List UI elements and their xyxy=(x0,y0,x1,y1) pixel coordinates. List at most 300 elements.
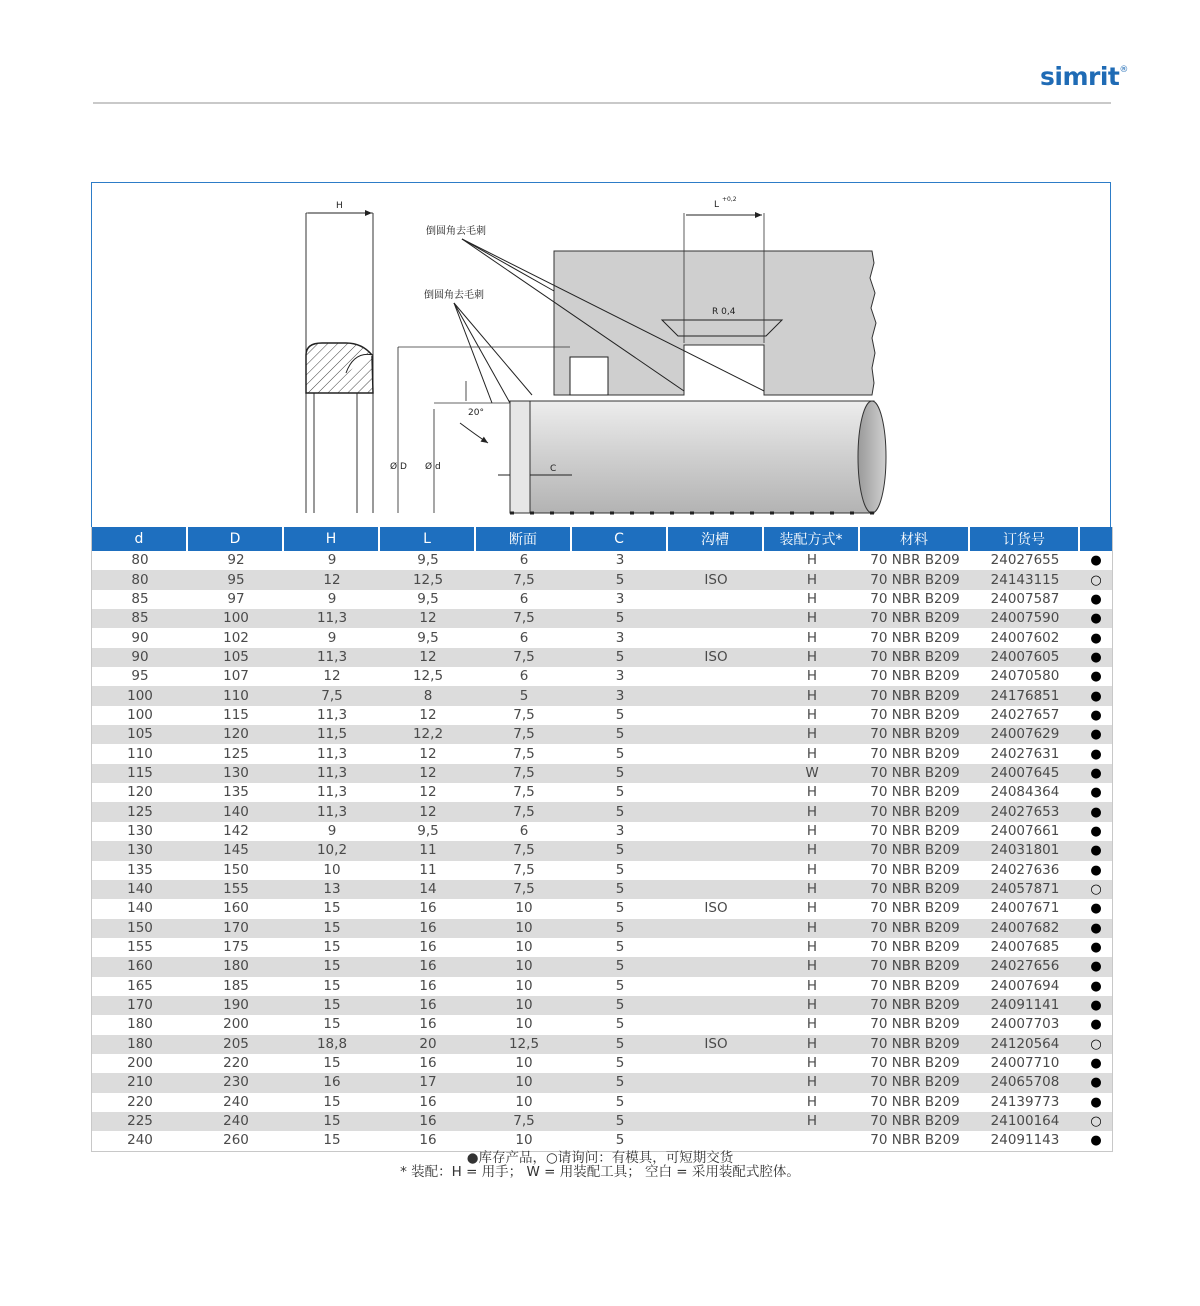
table-cell: 6 xyxy=(519,822,529,839)
table-cell: 140 xyxy=(92,880,188,899)
table-cell: 5 xyxy=(615,706,625,723)
table-cell: 225 xyxy=(92,1112,188,1131)
table-cell: 5 xyxy=(615,900,625,917)
availability-mark: ● xyxy=(1080,919,1112,938)
table-cell: H xyxy=(806,939,818,956)
table-cell xyxy=(764,1131,860,1150)
table-cell: 7,5 xyxy=(476,764,572,783)
table-cell: H xyxy=(764,609,860,628)
table-cell: 12,2 xyxy=(380,725,476,744)
label-L-tolerance: +0,2 xyxy=(722,196,737,203)
table-cell: ISO xyxy=(668,648,764,667)
table-cell: 24007629 xyxy=(970,725,1080,744)
table-cell xyxy=(668,880,764,899)
table-cell: 105 xyxy=(188,648,284,667)
table-cell: 130 xyxy=(188,764,284,783)
table-cell: 15 xyxy=(284,919,380,938)
table-cell: 3 xyxy=(615,552,625,569)
table-row xyxy=(92,880,1112,899)
table-cell: 10 xyxy=(515,1093,533,1110)
table-cell: 9,5 xyxy=(417,552,439,569)
table-cell: 70 NBR B209 xyxy=(860,919,970,938)
table-cell: 24176851 xyxy=(970,686,1080,705)
table-cell: 70 NBR B209 xyxy=(870,706,960,723)
table-cell: 70 NBR B209 xyxy=(860,570,970,589)
table-cell: 175 xyxy=(223,939,249,956)
table-cell: 70 NBR B209 xyxy=(860,880,970,899)
stock-legend: ●库存产品，○请询问：有模具，可短期交货 xyxy=(466,1150,734,1166)
table-cell: 5 xyxy=(572,919,668,938)
table-cell: 24031801 xyxy=(970,841,1080,860)
table-cell: 200 xyxy=(223,1016,249,1033)
table-cell: 5 xyxy=(572,802,668,821)
table-cell: 5 xyxy=(572,1073,668,1092)
table-cell: 24007590 xyxy=(970,609,1080,628)
table-cell: 5 xyxy=(615,939,625,956)
table-row xyxy=(92,996,1112,1015)
table-cell: 12,5 xyxy=(412,668,444,685)
table-cell: 24065708 xyxy=(970,1073,1080,1092)
table-cell: 11,3 xyxy=(284,648,380,667)
table-cell: 70 NBR B209 xyxy=(870,939,960,956)
table-cell: 90 xyxy=(92,648,188,667)
table-cell: 70 NBR B209 xyxy=(860,996,970,1015)
table-cell xyxy=(668,1112,764,1131)
table-cell xyxy=(668,1073,764,1092)
table-row xyxy=(92,977,1112,996)
table-cell: 5 xyxy=(615,861,625,878)
table-cell: 12 xyxy=(419,745,437,762)
table-row xyxy=(92,861,1112,880)
availability-mark: ● xyxy=(1090,1017,1102,1033)
table-cell: 7,5 xyxy=(284,686,380,705)
table-cell: 100 xyxy=(92,686,188,705)
seal-profile xyxy=(306,343,373,393)
table-cell: 220 xyxy=(127,1093,153,1110)
table-cell: 100 xyxy=(188,609,284,628)
table-cell: 3 xyxy=(615,668,625,685)
availability-mark: ● xyxy=(1090,1133,1102,1149)
label-L: L xyxy=(714,200,720,210)
table-cell: 70 NBR B209 xyxy=(860,1073,970,1092)
table-cell: 7,5 xyxy=(513,861,535,878)
table-cell: 3 xyxy=(615,629,625,646)
table-cell: H xyxy=(806,900,818,917)
table-cell: 9 xyxy=(327,552,337,569)
table-cell xyxy=(668,706,764,725)
table-cell: 120 xyxy=(188,725,284,744)
table-cell: H xyxy=(806,745,818,762)
table-cell: 107 xyxy=(223,668,249,685)
table-cell: 105 xyxy=(92,725,188,744)
footnotes xyxy=(0,1151,1200,1179)
table-cell: 12 xyxy=(380,609,476,628)
table-cell: 70 NBR B209 xyxy=(870,822,960,839)
table-cell: 70 NBR B209 xyxy=(860,648,970,667)
table-cell: 5 xyxy=(615,977,625,994)
table-cell xyxy=(668,802,764,821)
table-cell: 5 xyxy=(615,745,625,762)
table-cell: 102 xyxy=(223,629,249,646)
availability-mark: ○ xyxy=(1080,1035,1112,1054)
table-cell: 70 NBR B209 xyxy=(860,957,970,976)
table-cell: 5 xyxy=(572,841,668,860)
table-cell: 16 xyxy=(419,900,437,917)
table-cell: 16 xyxy=(419,1055,437,1072)
table-cell: 6 xyxy=(519,629,529,646)
table-cell: 5 xyxy=(572,1112,668,1131)
table-cell: 15 xyxy=(284,957,380,976)
table-cell: 12 xyxy=(380,802,476,821)
table-cell: 9,5 xyxy=(417,590,439,607)
table-cell: H xyxy=(806,1093,818,1110)
table-cell: 18,8 xyxy=(284,1035,380,1054)
table-cell: 11,3 xyxy=(284,764,380,783)
table-cell: 24007682 xyxy=(970,919,1080,938)
table-row xyxy=(92,957,1112,976)
table-row xyxy=(92,609,1112,628)
header-divider xyxy=(93,102,1111,104)
table-cell: 70 NBR B209 xyxy=(870,784,960,801)
availability-mark: ● xyxy=(1080,609,1112,628)
table-cell: 6 xyxy=(519,590,529,607)
table-row xyxy=(92,783,1112,802)
table-cell: H xyxy=(764,802,860,821)
table-cell: 70 NBR B209 xyxy=(860,609,970,628)
table-cell: 13 xyxy=(284,880,380,899)
table-row xyxy=(92,551,1112,570)
table-cell xyxy=(668,977,764,996)
table-cell: 135 xyxy=(223,784,249,801)
table-cell: H xyxy=(806,861,818,878)
table-cell: 24027657 xyxy=(990,706,1060,723)
table-cell: 24007671 xyxy=(990,900,1060,917)
table-cell: 180 xyxy=(92,1035,188,1054)
table-cell: 24027631 xyxy=(990,745,1060,762)
table-cell: 70 NBR B209 xyxy=(870,552,960,569)
table-cell: 85 xyxy=(131,590,149,607)
table-cell: H xyxy=(764,996,860,1015)
table-cell: 12 xyxy=(323,668,341,685)
availability-mark: ● xyxy=(1080,686,1112,705)
table-cell: 16 xyxy=(419,1093,437,1110)
table-cell: 11,5 xyxy=(284,725,380,744)
brand-logo xyxy=(1040,62,1128,91)
table-cell: 9,5 xyxy=(417,822,439,839)
table-cell: 70 NBR B209 xyxy=(860,841,970,860)
table-cell: 5 xyxy=(572,764,668,783)
column-header: D xyxy=(188,527,284,551)
table-header xyxy=(92,527,1112,551)
table-cell: 97 xyxy=(227,590,245,607)
table-cell: H xyxy=(764,880,860,899)
table-cell: 24120564 xyxy=(970,1035,1080,1054)
table-cell: 24057871 xyxy=(970,880,1080,899)
table-cell: 85 xyxy=(92,609,188,628)
table-cell: 5 xyxy=(615,784,625,801)
table-cell: 3 xyxy=(615,822,625,839)
table-cell: 3 xyxy=(615,590,625,607)
table-cell: 125 xyxy=(223,745,249,762)
table-row xyxy=(92,1073,1112,1092)
table-row xyxy=(92,802,1112,821)
table-cell: H xyxy=(764,841,860,860)
table-cell xyxy=(668,1054,764,1073)
table-cell: 24027653 xyxy=(970,802,1080,821)
table-cell: 24100164 xyxy=(970,1112,1080,1131)
table-cell: H xyxy=(764,725,860,744)
column-header: 装配方式* xyxy=(764,527,860,551)
table-cell: H xyxy=(806,629,818,646)
table-cell: 7,5 xyxy=(476,648,572,667)
table-cell xyxy=(668,609,764,628)
table-cell: 9 xyxy=(327,629,337,646)
table-cell: 7,5 xyxy=(513,784,535,801)
availability-mark: ● xyxy=(1080,802,1112,821)
table-cell: H xyxy=(764,957,860,976)
column-header: H xyxy=(284,527,380,551)
table-cell: 70 NBR B209 xyxy=(860,802,970,821)
registered-mark: ® xyxy=(1119,64,1128,75)
table-cell: 210 xyxy=(92,1073,188,1092)
table-cell: 11,3 xyxy=(316,706,348,723)
table-cell: 16 xyxy=(419,939,437,956)
availability-mark: ● xyxy=(1090,785,1102,801)
table-cell: 80 xyxy=(131,552,149,569)
table-cell: ISO xyxy=(704,900,728,917)
table-row xyxy=(92,590,1112,609)
table-cell: 70 NBR B209 xyxy=(860,1035,970,1054)
table-cell: 16 xyxy=(284,1073,380,1092)
table-cell: 120 xyxy=(127,784,153,801)
table-cell: 130 xyxy=(92,841,188,860)
table-cell xyxy=(668,861,764,880)
table-cell: 125 xyxy=(92,802,188,821)
table-cell: 70 NBR B209 xyxy=(870,745,960,762)
availability-mark: ● xyxy=(1090,669,1102,685)
technical-drawing xyxy=(91,182,1111,527)
table-cell: H xyxy=(764,919,860,938)
label-D: Ø D xyxy=(390,462,407,472)
table-cell xyxy=(668,783,764,802)
table-cell: 180 xyxy=(127,1016,153,1033)
table-row xyxy=(92,764,1112,783)
table-cell: 24027656 xyxy=(970,957,1080,976)
table-cell: 24091141 xyxy=(970,996,1080,1015)
table-cell: 24143115 xyxy=(970,570,1080,589)
table-cell: 95 xyxy=(131,668,149,685)
availability-mark: ● xyxy=(1080,648,1112,667)
column-header: L xyxy=(380,527,476,551)
table-cell: 5 xyxy=(615,1132,625,1149)
table-row xyxy=(92,686,1112,705)
table-cell xyxy=(668,667,764,686)
table-cell xyxy=(668,996,764,1015)
table-cell: H xyxy=(806,706,818,723)
table-cell: 15 xyxy=(284,1112,380,1131)
table-cell: 115 xyxy=(92,764,188,783)
column-header: 订货号 xyxy=(970,527,1080,551)
table-cell: 7,5 xyxy=(476,802,572,821)
table-cell: 20 xyxy=(380,1035,476,1054)
table-cell: H xyxy=(806,590,818,607)
table-cell: 12 xyxy=(419,784,437,801)
table-cell: 260 xyxy=(223,1132,249,1149)
table-cell: 12 xyxy=(380,764,476,783)
table-cell: 12 xyxy=(419,706,437,723)
table-row xyxy=(92,1131,1112,1150)
table-cell: 140 xyxy=(188,802,284,821)
table-cell: 220 xyxy=(223,1055,249,1072)
label-chamfer-bottom: 倒圆角去毛刺 xyxy=(424,290,484,301)
table-cell: 16 xyxy=(380,996,476,1015)
table-cell: 10 xyxy=(515,900,533,917)
table-cell: 6 xyxy=(519,668,529,685)
table-cell: 9,5 xyxy=(417,629,439,646)
table-cell: 10 xyxy=(515,939,533,956)
table-cell xyxy=(668,628,764,647)
table-cell: 5 xyxy=(572,1035,668,1054)
table-cell: 5 xyxy=(615,1016,625,1033)
availability-mark: ● xyxy=(1090,901,1102,917)
availability-mark: ● xyxy=(1080,841,1112,860)
table-cell: 3 xyxy=(572,686,668,705)
table-cell: 80 xyxy=(92,570,188,589)
availability-mark: ● xyxy=(1090,1094,1102,1110)
table-cell: H xyxy=(806,552,818,569)
availability-mark: ● xyxy=(1080,957,1112,976)
table-cell: H xyxy=(764,648,860,667)
table-cell: H xyxy=(764,570,860,589)
table-cell: 90 xyxy=(131,629,149,646)
table-cell: 200 xyxy=(127,1055,153,1072)
table-cell: 115 xyxy=(223,706,249,723)
table-cell: H xyxy=(806,668,818,685)
table-cell: 24084364 xyxy=(990,784,1060,801)
table-cell: ISO xyxy=(668,570,764,589)
table-cell: 10 xyxy=(515,1132,533,1149)
table-cell xyxy=(668,686,764,705)
table-cell: H xyxy=(764,1112,860,1131)
table-row xyxy=(92,1112,1112,1131)
table-cell: 10 xyxy=(476,996,572,1015)
brand-name: simrit xyxy=(1040,62,1120,91)
table-cell: 11,3 xyxy=(316,784,348,801)
table-row xyxy=(92,899,1112,918)
table-row xyxy=(92,570,1112,589)
availability-mark: ● xyxy=(1080,725,1112,744)
table-row xyxy=(92,841,1112,860)
table-cell: H xyxy=(764,1035,860,1054)
table-row xyxy=(92,725,1112,744)
table-cell: 150 xyxy=(223,861,249,878)
table-cell: 6 xyxy=(519,552,529,569)
table-cell: 24007605 xyxy=(970,648,1080,667)
table-cell: 7,5 xyxy=(476,1112,572,1131)
table-cell: 70 NBR B209 xyxy=(860,725,970,744)
table-cell: 10 xyxy=(476,1073,572,1092)
column-header: 断面 xyxy=(476,527,572,551)
availability-mark: ○ xyxy=(1080,570,1112,589)
table-cell xyxy=(668,938,764,957)
label-angle: 20° xyxy=(468,408,484,418)
table-cell: 16 xyxy=(419,1016,437,1033)
table-cell: 7,5 xyxy=(476,880,572,899)
assembly-legend: * 装配：H = 用手； W = 用装配工具； 空白 = 采用装配式腔体。 xyxy=(400,1164,800,1180)
table-row xyxy=(92,628,1112,647)
table-cell: 16 xyxy=(419,1132,437,1149)
table-cell: 155 xyxy=(188,880,284,899)
table-row xyxy=(92,667,1112,686)
label-d: Ø d xyxy=(425,462,441,472)
availability-mark: ● xyxy=(1090,1056,1102,1072)
table-row xyxy=(92,1093,1112,1112)
availability-mark: ● xyxy=(1090,591,1102,607)
table-cell: 7,5 xyxy=(476,841,572,860)
table-cell: H xyxy=(764,1073,860,1092)
availability-mark: ● xyxy=(1090,746,1102,762)
availability-mark: ● xyxy=(1090,553,1102,569)
table-cell: 160 xyxy=(223,900,249,917)
availability-mark: ● xyxy=(1090,630,1102,646)
table-cell: 110 xyxy=(127,745,153,762)
table-cell: 185 xyxy=(223,977,249,994)
availability-mark: ● xyxy=(1080,996,1112,1015)
label-H: H xyxy=(336,201,343,211)
table-cell: 10 xyxy=(515,977,533,994)
table-cell: 17 xyxy=(380,1073,476,1092)
table-cell: 15 xyxy=(323,977,341,994)
table-cell: H xyxy=(806,822,818,839)
table-cell: 70 NBR B209 xyxy=(870,590,960,607)
table-cell xyxy=(668,822,764,841)
table-row xyxy=(92,822,1112,841)
table-cell: H xyxy=(806,1055,818,1072)
table-cell: 7,5 xyxy=(476,725,572,744)
table-cell: 5 xyxy=(615,1055,625,1072)
shaft xyxy=(510,401,874,513)
table-cell: 240 xyxy=(127,1132,153,1149)
table-cell: 12,5 xyxy=(476,1035,572,1054)
availability-mark: ● xyxy=(1090,978,1102,994)
table-cell: 70 NBR B209 xyxy=(870,1016,960,1033)
table-cell: 70 NBR B209 xyxy=(870,900,960,917)
table-cell xyxy=(668,764,764,783)
table-cell: 7,5 xyxy=(476,609,572,628)
table-cell: 5 xyxy=(572,996,668,1015)
size-table xyxy=(91,527,1113,1152)
column-header: d xyxy=(92,527,188,551)
table-cell: 170 xyxy=(92,996,188,1015)
table-cell: 95 xyxy=(188,570,284,589)
table-cell: 205 xyxy=(188,1035,284,1054)
table-cell: 130 xyxy=(127,822,153,839)
table-cell: 11,3 xyxy=(316,745,348,762)
table-cell: W xyxy=(764,764,860,783)
table-cell: 11 xyxy=(380,841,476,860)
table-cell: 10,2 xyxy=(284,841,380,860)
table-cell: 5 xyxy=(572,609,668,628)
table-cell: 16 xyxy=(419,977,437,994)
table-cell: 24007694 xyxy=(990,977,1060,994)
table-cell: 70 NBR B209 xyxy=(860,764,970,783)
table-cell: 11 xyxy=(419,861,437,878)
table-cell: 142 xyxy=(223,822,249,839)
table-cell: 135 xyxy=(127,861,153,878)
table-cell: 10 xyxy=(476,919,572,938)
table-cell xyxy=(668,957,764,976)
table-cell: 9 xyxy=(327,590,337,607)
